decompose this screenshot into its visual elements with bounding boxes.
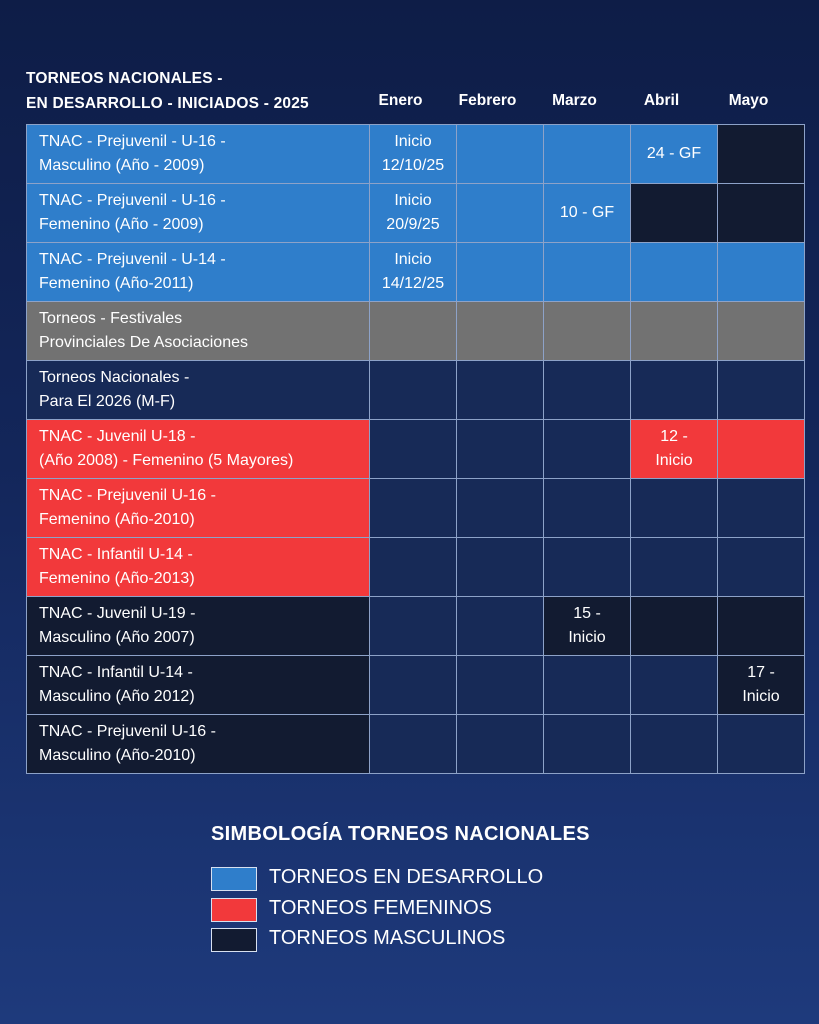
table-row — [27, 361, 805, 420]
cell-marzo — [544, 479, 631, 538]
page-title: TORNEOS NACIONALES - EN DESARROLLO - INICIADOS - 2025 — [26, 70, 309, 112]
cell-mayo — [718, 715, 805, 774]
cell-abril — [631, 184, 718, 243]
month-header-abril: Abril — [643, 92, 680, 109]
cell-marzo — [544, 420, 631, 479]
cell-marzo — [544, 302, 631, 361]
cell-mayo — [718, 243, 805, 302]
cell-enero — [370, 715, 457, 774]
month-header-mayo: Mayo — [728, 92, 769, 109]
cell-abril — [631, 597, 718, 656]
tournament-name: Torneos Nacionales - Para El 2026 (M-F) — [27, 361, 370, 420]
table-row — [27, 420, 805, 479]
cell-enero — [370, 361, 457, 420]
cell-enero — [370, 420, 457, 479]
cell-enero: Inicio 20/9/25 — [370, 184, 457, 243]
table-row — [27, 656, 805, 715]
cell-enero — [370, 538, 457, 597]
cell-mayo — [718, 597, 805, 656]
table-row — [27, 597, 805, 656]
cell-febrero — [457, 243, 544, 302]
cell-enero — [370, 302, 457, 361]
tournament-name: TNAC - Juvenil U-18 - (Año 2008) - Femenino (5 Mayores) — [27, 420, 370, 479]
month-header-enero: Enero — [378, 92, 423, 109]
cell-abril — [631, 715, 718, 774]
schedule-table — [26, 124, 805, 774]
table-row — [27, 184, 805, 243]
cell-mayo — [718, 302, 805, 361]
table-row — [27, 302, 805, 361]
cell-febrero — [457, 656, 544, 715]
cell-marzo — [544, 656, 631, 715]
cell-marzo — [544, 715, 631, 774]
cell-abril — [631, 302, 718, 361]
tournament-name: TNAC - Prejuvenil - U-14 - Femenino (Año-2011) — [27, 243, 370, 302]
cell-abril — [631, 479, 718, 538]
cell-febrero — [457, 184, 544, 243]
cell-mayo: 17 - Inicio — [718, 656, 805, 715]
cell-febrero — [457, 302, 544, 361]
month-header-marzo: Marzo — [552, 92, 597, 109]
cell-abril: 12 - Inicio — [631, 420, 718, 479]
cell-febrero — [457, 361, 544, 420]
legend-swatch-dark — [211, 928, 257, 952]
cell-febrero — [457, 420, 544, 479]
tournament-name: TNAC - Juvenil U-19 - Masculino (Año 2007) — [27, 597, 370, 656]
legend-label: TORNEOS MASCULINOS — [269, 927, 506, 949]
cell-enero — [370, 656, 457, 715]
table-row — [27, 125, 805, 184]
cell-enero — [370, 597, 457, 656]
cell-abril: 24 - GF — [631, 125, 718, 184]
tournament-name: TNAC - Prejuvenil U-16 - Masculino (Año-2010) — [27, 715, 370, 774]
cell-abril — [631, 656, 718, 715]
tournament-name: TNAC - Prejuvenil - U-16 - Femenino (Año - 2009) — [27, 184, 370, 243]
cell-enero: Inicio 12/10/25 — [370, 125, 457, 184]
table-row — [27, 243, 805, 302]
tournament-name: TNAC - Prejuvenil - U-16 - Masculino (Año - 2009) — [27, 125, 370, 184]
cell-abril — [631, 538, 718, 597]
table-row — [27, 479, 805, 538]
cell-enero: Inicio 14/12/25 — [370, 243, 457, 302]
tournament-name: TNAC - Infantil U-14 - Masculino (Año 2012) — [27, 656, 370, 715]
cell-febrero — [457, 715, 544, 774]
cell-febrero — [457, 479, 544, 538]
cell-marzo — [544, 361, 631, 420]
table-row — [27, 715, 805, 774]
cell-marzo: 15 - Inicio — [544, 597, 631, 656]
month-header-febrero: Febrero — [458, 92, 517, 109]
cell-febrero — [457, 538, 544, 597]
cell-mayo — [718, 184, 805, 243]
cell-marzo — [544, 243, 631, 302]
tournament-name: Torneos - Festivales Provinciales De Asociaciones — [27, 302, 370, 361]
cell-mayo — [718, 538, 805, 597]
cell-marzo — [544, 538, 631, 597]
cell-mayo — [718, 361, 805, 420]
cell-mayo — [718, 479, 805, 538]
tournament-name: TNAC - Infantil U-14 - Femenino (Año-2013) — [27, 538, 370, 597]
table-row — [27, 538, 805, 597]
cell-mayo — [718, 420, 805, 479]
cell-febrero — [457, 597, 544, 656]
legend-title: SIMBOLOGÍA TORNEOS NACIONALES — [211, 823, 590, 845]
cell-marzo — [544, 125, 631, 184]
cell-abril — [631, 361, 718, 420]
tournament-name: TNAC - Prejuvenil U-16 - Femenino (Año-2010) — [27, 479, 370, 538]
legend-label: TORNEOS FEMENINOS — [269, 897, 492, 919]
legend-label: TORNEOS EN DESARROLLO — [269, 866, 544, 888]
cell-enero — [370, 479, 457, 538]
cell-febrero — [457, 125, 544, 184]
legend-swatch-blue — [211, 867, 257, 891]
cell-mayo — [718, 125, 805, 184]
legend-swatch-red — [211, 898, 257, 922]
cell-abril — [631, 243, 718, 302]
cell-marzo: 10 - GF — [544, 184, 631, 243]
